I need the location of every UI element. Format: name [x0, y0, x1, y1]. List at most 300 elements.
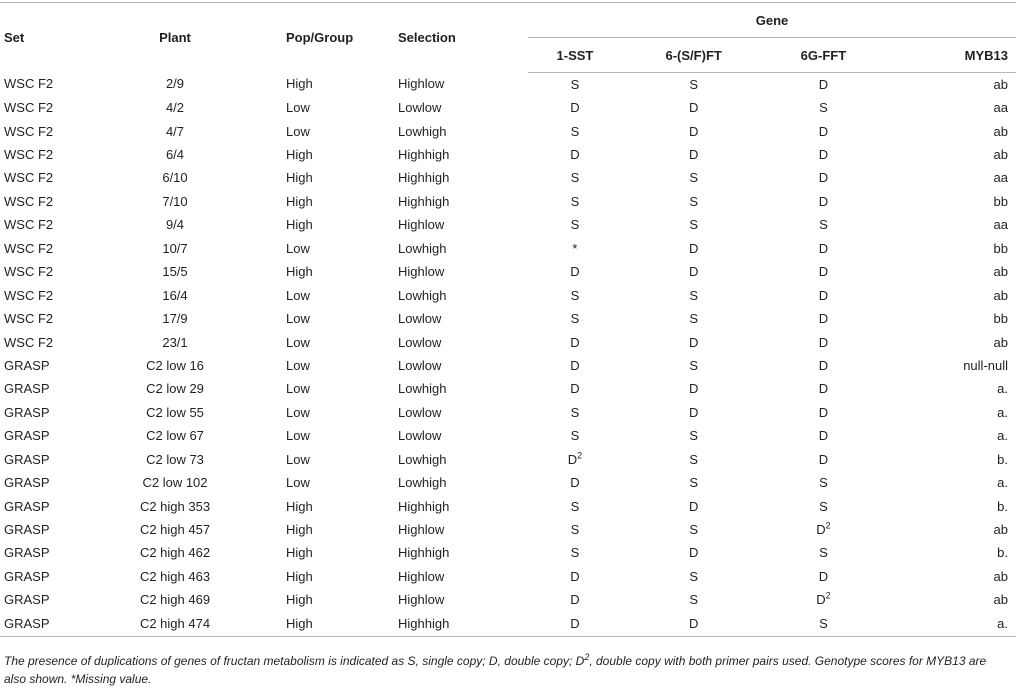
- cell-selection: [398, 542, 528, 565]
- header-pop-group: Pop/Group: [246, 3, 398, 73]
- cell-6-sfft-value: S: [689, 311, 698, 327]
- cell-set: [0, 190, 104, 213]
- cell-6g-fft: [765, 354, 881, 377]
- cell-6-sfft: [622, 425, 766, 448]
- cell-set-value: WSC F2: [4, 76, 54, 92]
- cell-pop-group: [246, 378, 398, 401]
- table-row: [0, 589, 1016, 612]
- cell-pop-group-value: High: [286, 615, 313, 631]
- cell-myb13: [881, 331, 1016, 354]
- cell-plant-value: 6/10: [162, 170, 188, 186]
- cell-pop-group: [246, 612, 398, 636]
- cell-selection: [398, 589, 528, 612]
- cell-set-value: WSC F2: [4, 334, 54, 350]
- cell-selection: [398, 425, 528, 448]
- cell-myb13-value: b.: [997, 498, 1008, 514]
- cell-plant: [104, 96, 246, 119]
- table-row: [0, 261, 1016, 284]
- cell-set-value: WSC F2: [4, 193, 54, 209]
- cell-myb13: [881, 425, 1016, 448]
- cell-6g-fft: [765, 120, 881, 143]
- cell-pop-group: [246, 354, 398, 377]
- cell-myb13-value: aa: [993, 217, 1008, 233]
- cell-pop-group-value: High: [286, 193, 313, 209]
- cell-pop-group: [246, 448, 398, 471]
- cell-6-sfft: [622, 190, 766, 213]
- cell-6g-fft-value: D: [818, 123, 829, 139]
- cell-6-sfft: [622, 237, 766, 260]
- table-row: [0, 190, 1016, 213]
- cell-myb13: [881, 307, 1016, 330]
- cell-6-sfft-value: S: [689, 170, 698, 186]
- cell-plant-value: C2 high 463: [139, 568, 211, 584]
- cell-plant: [104, 518, 246, 541]
- cell-1-sst: [528, 542, 622, 565]
- cell-1-sst-value: D: [570, 147, 580, 163]
- cell-1-sst: [528, 237, 622, 260]
- cell-1-sst: [528, 73, 622, 97]
- cell-selection-value: Highlow: [398, 217, 445, 233]
- cell-6-sfft-value: D: [688, 615, 699, 631]
- cell-6-sfft-value: D: [688, 334, 699, 350]
- cell-pop-group: [246, 261, 398, 284]
- cell-selection: [398, 565, 528, 588]
- cell-6g-fft-value: D: [818, 451, 829, 467]
- cell-6-sfft-value: S: [689, 287, 698, 303]
- cell-plant-value: C2 high 457: [139, 522, 211, 538]
- cell-1-sst: [528, 354, 622, 377]
- cell-1-sst-value: S: [570, 123, 580, 139]
- cell-6g-fft-value: D: [818, 170, 829, 186]
- table-row: [0, 73, 1016, 97]
- cell-pop-group: [246, 120, 398, 143]
- cell-6-sfft: [622, 143, 766, 166]
- cell-selection: [398, 214, 528, 237]
- cell-selection-value: Lowlow: [398, 100, 442, 116]
- footnote-part2: , double copy with both primer pairs used. Genotype scores for MYB13 are also shown. *Missing value.: [4, 654, 987, 686]
- cell-6g-fft: [765, 448, 881, 471]
- cell-pop-group: [246, 471, 398, 494]
- cell-6g-fft: [765, 589, 881, 612]
- cell-myb13-value: ab: [993, 287, 1008, 303]
- cell-selection-value: Lowlow: [398, 334, 442, 350]
- cell-6g-fft-value: S: [819, 217, 828, 233]
- cell-myb13-value: ab: [993, 334, 1008, 350]
- cell-selection-value: Highhigh: [398, 193, 450, 209]
- table-row: [0, 307, 1016, 330]
- cell-plant: [104, 401, 246, 424]
- cell-6g-fft: [765, 307, 881, 330]
- cell-6-sfft: [622, 565, 766, 588]
- cell-plant-value: 17/9: [162, 311, 188, 327]
- cell-pop-group-value: High: [286, 568, 313, 584]
- cell-6g-fft-superscript: 2: [825, 520, 831, 531]
- cell-selection: [398, 120, 528, 143]
- cell-selection-value: Highlow: [398, 76, 445, 92]
- cell-1-sst: [528, 331, 622, 354]
- cell-1-sst: [528, 96, 622, 119]
- cell-pop-group: [246, 589, 398, 612]
- cell-6g-fft-value: D: [818, 287, 829, 303]
- cell-1-sst: [528, 143, 622, 166]
- cell-myb13-value: a.: [997, 404, 1008, 420]
- table-row: [0, 96, 1016, 119]
- cell-6g-fft: [765, 167, 881, 190]
- cell-myb13: [881, 378, 1016, 401]
- cell-selection-value: Highlow: [398, 568, 445, 584]
- cell-plant: [104, 120, 246, 143]
- table-row: [0, 612, 1016, 636]
- cell-set: [0, 261, 104, 284]
- cell-pop-group: [246, 214, 398, 237]
- cell-set-value: GRASP: [4, 545, 50, 561]
- cell-myb13: [881, 120, 1016, 143]
- cell-6-sfft-value: S: [689, 193, 698, 209]
- table-row: [0, 565, 1016, 588]
- cell-selection-value: Highhigh: [398, 545, 450, 561]
- cell-6-sfft-value: D: [688, 147, 699, 163]
- cell-selection-value: Lowhigh: [398, 240, 447, 256]
- cell-selection: [398, 96, 528, 119]
- cell-6-sfft-value: S: [689, 357, 698, 373]
- cell-pop-group-value: Low: [286, 381, 310, 397]
- cell-1-sst-value: S: [570, 522, 580, 538]
- cell-pop-group: [246, 96, 398, 119]
- cell-myb13: [881, 190, 1016, 213]
- cell-set-value: GRASP: [4, 428, 50, 444]
- cell-set-value: WSC F2: [4, 217, 54, 233]
- cell-6g-fft-value: S: [819, 475, 828, 491]
- cell-6g-fft-value: D: [818, 193, 829, 209]
- cell-selection-value: Highhigh: [398, 498, 450, 514]
- cell-6-sfft: [622, 471, 766, 494]
- cell-6-sfft-value: S: [689, 568, 698, 584]
- cell-1-sst: [528, 495, 622, 518]
- cell-set: [0, 425, 104, 448]
- cell-6g-fft: [765, 518, 881, 541]
- header-myb13: MYB13: [881, 38, 1016, 73]
- table-row: [0, 143, 1016, 166]
- cell-6-sfft-value: D: [688, 404, 699, 420]
- cell-6-sfft-value: D: [688, 381, 699, 397]
- cell-1-sst: [528, 589, 622, 612]
- cell-6-sfft: [622, 167, 766, 190]
- cell-selection-value: Highhigh: [398, 147, 450, 163]
- cell-plant-value: C2 low 67: [146, 428, 204, 444]
- cell-6-sfft: [622, 214, 766, 237]
- cell-myb13-value: ab: [993, 76, 1008, 92]
- cell-pop-group-value: High: [286, 76, 313, 92]
- cell-1-sst: [528, 307, 622, 330]
- table-row: [0, 167, 1016, 190]
- cell-set-value: WSC F2: [4, 147, 54, 163]
- cell-selection-value: Highhigh: [398, 615, 450, 631]
- cell-6-sfft: [622, 495, 766, 518]
- cell-selection: [398, 401, 528, 424]
- table-row: [0, 237, 1016, 260]
- cell-plant: [104, 167, 246, 190]
- cell-myb13-value: b.: [997, 545, 1008, 561]
- cell-selection-value: Highlow: [398, 522, 445, 538]
- cell-plant: [104, 471, 246, 494]
- cell-1-sst-value: D: [570, 592, 580, 608]
- cell-selection-value: Highhigh: [398, 170, 450, 186]
- cell-plant: [104, 214, 246, 237]
- cell-pop-group: [246, 425, 398, 448]
- cell-myb13-value: null-null: [963, 357, 1008, 373]
- cell-myb13-value: b.: [997, 451, 1008, 467]
- table-row: [0, 331, 1016, 354]
- cell-pop-group: [246, 495, 398, 518]
- cell-plant-value: 9/4: [165, 217, 185, 233]
- cell-selection: [398, 237, 528, 260]
- cell-6g-fft-value: S: [819, 498, 828, 514]
- cell-myb13-value: a.: [997, 615, 1008, 631]
- cell-6g-fft: [765, 471, 881, 494]
- header-gene: Gene: [528, 3, 1016, 38]
- cell-myb13: [881, 73, 1016, 97]
- cell-pop-group: [246, 167, 398, 190]
- cell-6-sfft-value: D: [688, 240, 699, 256]
- cell-pop-group-value: High: [286, 545, 313, 561]
- header-6-sfft: 6-(S/F)FT: [622, 38, 766, 73]
- cell-plant: [104, 495, 246, 518]
- cell-6-sfft: [622, 378, 766, 401]
- cell-plant: [104, 143, 246, 166]
- cell-selection: [398, 284, 528, 307]
- cell-1-sst-value: S: [570, 311, 580, 327]
- cell-1-sst-value: S: [570, 428, 580, 444]
- cell-plant-value: 2/9: [165, 76, 185, 92]
- cell-6-sfft-value: S: [689, 217, 698, 233]
- genotype-table: [0, 2, 1016, 637]
- cell-set: [0, 331, 104, 354]
- cell-plant: [104, 448, 246, 471]
- cell-pop-group-value: Low: [286, 475, 310, 491]
- cell-set-value: GRASP: [4, 498, 50, 514]
- table-footnote: [4, 652, 1004, 688]
- cell-pop-group-value: High: [286, 498, 313, 514]
- cell-plant-value: 10/7: [162, 240, 188, 256]
- cell-1-sst-value: S: [570, 498, 580, 514]
- cell-set-value: GRASP: [4, 404, 50, 420]
- cell-pop-group: [246, 518, 398, 541]
- footnote-sup: 2: [584, 652, 590, 662]
- cell-myb13: [881, 471, 1016, 494]
- cell-myb13: [881, 612, 1016, 636]
- cell-6-sfft: [622, 401, 766, 424]
- cell-plant-value: C2 low 16: [146, 357, 204, 373]
- cell-1-sst-superscript: 2: [577, 450, 583, 461]
- cell-selection-value: Lowhigh: [398, 381, 447, 397]
- cell-pop-group-value: High: [286, 522, 313, 538]
- cell-6g-fft: [765, 190, 881, 213]
- cell-1-sst-value: D: [570, 568, 580, 584]
- cell-selection: [398, 73, 528, 97]
- cell-pop-group: [246, 307, 398, 330]
- cell-1-sst-value: D: [570, 100, 580, 116]
- cell-6-sfft-value: D: [688, 264, 699, 280]
- cell-1-sst: [528, 284, 622, 307]
- cell-6g-fft: [765, 143, 881, 166]
- cell-6-sfft-value: D: [688, 123, 699, 139]
- cell-set: [0, 612, 104, 636]
- cell-6-sfft-value: S: [689, 475, 698, 491]
- cell-set: [0, 167, 104, 190]
- cell-selection-value: Highlow: [398, 592, 445, 608]
- cell-6-sfft: [622, 354, 766, 377]
- table-row: [0, 518, 1016, 541]
- cell-plant: [104, 261, 246, 284]
- table-row: [0, 214, 1016, 237]
- cell-set: [0, 542, 104, 565]
- cell-plant-value: C2 low 102: [142, 475, 208, 491]
- cell-myb13-value: bb: [993, 240, 1008, 256]
- cell-set: [0, 401, 104, 424]
- table-row: [0, 354, 1016, 377]
- cell-set-value: WSC F2: [4, 123, 54, 139]
- cell-plant: [104, 425, 246, 448]
- cell-plant: [104, 378, 246, 401]
- cell-1-sst: [528, 612, 622, 636]
- cell-plant-value: 23/1: [162, 334, 188, 350]
- cell-pop-group: [246, 542, 398, 565]
- cell-myb13-value: ab: [993, 147, 1008, 163]
- cell-6-sfft-value: S: [689, 522, 698, 538]
- cell-myb13-value: ab: [993, 568, 1008, 584]
- cell-1-sst: [528, 471, 622, 494]
- cell-6g-fft: [765, 96, 881, 119]
- footnote-part1: The presence of duplications of genes of fructan metabolism is indicated as S, single copy; D, double copy; D: [4, 654, 585, 668]
- cell-6-sfft-value: D: [688, 545, 699, 561]
- cell-selection: [398, 612, 528, 636]
- cell-selection: [398, 518, 528, 541]
- cell-6-sfft: [622, 518, 766, 541]
- table-row: [0, 495, 1016, 518]
- cell-selection-value: Lowhigh: [398, 451, 447, 467]
- cell-set: [0, 448, 104, 471]
- cell-set-value: GRASP: [4, 615, 50, 631]
- cell-6g-fft-value: D: [818, 381, 829, 397]
- cell-set-value: GRASP: [4, 522, 50, 538]
- cell-pop-group: [246, 284, 398, 307]
- cell-set: [0, 96, 104, 119]
- cell-selection: [398, 495, 528, 518]
- table-row: [0, 425, 1016, 448]
- cell-myb13: [881, 96, 1016, 119]
- cell-set: [0, 284, 104, 307]
- cell-1-sst: [528, 448, 622, 471]
- cell-set-value: GRASP: [4, 357, 50, 373]
- cell-1-sst-value: S: [570, 193, 580, 209]
- cell-myb13: [881, 401, 1016, 424]
- cell-myb13-value: bb: [993, 193, 1008, 209]
- cell-set: [0, 471, 104, 494]
- cell-1-sst: [528, 518, 622, 541]
- cell-pop-group: [246, 143, 398, 166]
- cell-1-sst: [528, 378, 622, 401]
- cell-6-sfft: [622, 542, 766, 565]
- cell-1-sst-value: D: [570, 615, 580, 631]
- cell-myb13: [881, 542, 1016, 565]
- cell-myb13: [881, 518, 1016, 541]
- cell-selection-value: Lowlow: [398, 428, 442, 444]
- cell-myb13: [881, 448, 1016, 471]
- cell-plant-value: 15/5: [162, 264, 188, 280]
- cell-myb13-value: ab: [993, 522, 1008, 538]
- cell-myb13: [881, 237, 1016, 260]
- cell-myb13-value: aa: [993, 170, 1008, 186]
- table-row: [0, 471, 1016, 494]
- cell-6g-fft: [765, 378, 881, 401]
- cell-set: [0, 589, 104, 612]
- cell-selection: [398, 143, 528, 166]
- cell-selection-value: Lowhigh: [398, 287, 447, 303]
- cell-6g-fft: [765, 261, 881, 284]
- cell-6-sfft: [622, 73, 766, 97]
- cell-6-sfft: [622, 307, 766, 330]
- cell-set: [0, 378, 104, 401]
- cell-pop-group: [246, 190, 398, 213]
- table-row: [0, 120, 1016, 143]
- cell-selection-value: Lowhigh: [398, 123, 447, 139]
- cell-6g-fft-value: D: [818, 264, 829, 280]
- cell-6-sfft-value: D: [688, 498, 699, 514]
- cell-plant-value: C2 high 474: [139, 615, 211, 631]
- cell-selection: [398, 448, 528, 471]
- cell-6g-fft: [765, 284, 881, 307]
- table-row: [0, 542, 1016, 565]
- cell-6g-fft: [765, 331, 881, 354]
- cell-6g-fft-value: D: [818, 76, 829, 92]
- cell-6-sfft-value: S: [689, 451, 698, 467]
- cell-plant-value: 6/4: [165, 147, 185, 163]
- cell-set: [0, 495, 104, 518]
- table-row: [0, 284, 1016, 307]
- cell-plant: [104, 589, 246, 612]
- cell-myb13: [881, 143, 1016, 166]
- cell-selection: [398, 354, 528, 377]
- cell-myb13-value: bb: [993, 311, 1008, 327]
- cell-6-sfft: [622, 331, 766, 354]
- cell-selection: [398, 190, 528, 213]
- cell-myb13: [881, 589, 1016, 612]
- cell-set-value: WSC F2: [4, 287, 54, 303]
- cell-selection: [398, 167, 528, 190]
- cell-plant-value: 16/4: [162, 287, 188, 303]
- cell-set-value: WSC F2: [4, 100, 54, 116]
- cell-6g-fft-value: D: [818, 334, 829, 350]
- cell-plant: [104, 354, 246, 377]
- cell-pop-group-value: Low: [286, 311, 310, 327]
- table-row: [0, 378, 1016, 401]
- cell-set: [0, 354, 104, 377]
- table-row: [0, 401, 1016, 424]
- cell-selection-value: Highlow: [398, 264, 445, 280]
- cell-selection: [398, 331, 528, 354]
- table-row: [0, 448, 1016, 471]
- cell-myb13-value: ab: [993, 123, 1008, 139]
- cell-pop-group: [246, 331, 398, 354]
- cell-set-value: WSC F2: [4, 311, 54, 327]
- cell-pop-group-value: Low: [286, 428, 310, 444]
- cell-myb13: [881, 284, 1016, 307]
- cell-pop-group-value: Low: [286, 240, 310, 256]
- cell-selection: [398, 261, 528, 284]
- cell-6-sfft-value: D: [688, 100, 699, 116]
- cell-6g-fft: [765, 495, 881, 518]
- cell-6g-fft: [765, 612, 881, 636]
